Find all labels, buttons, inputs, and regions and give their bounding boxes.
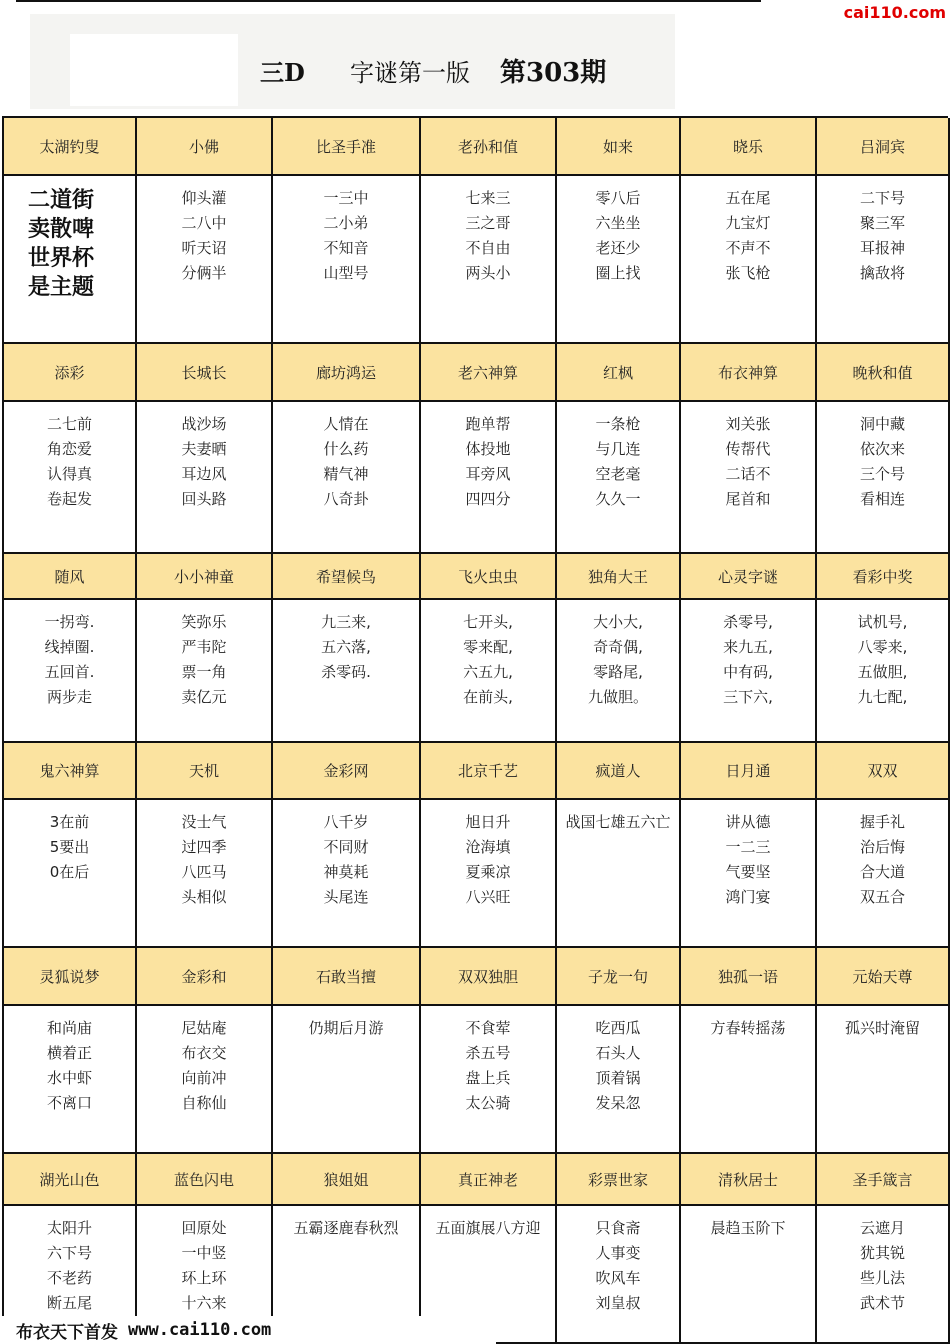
riddle-line: 杀零号, xyxy=(723,613,773,631)
riddle-line: 不知音 xyxy=(323,239,369,257)
riddle-cell xyxy=(273,800,421,948)
riddle-line: 洞中藏 xyxy=(859,415,905,433)
expert-name-cell: 双双独胆 xyxy=(421,948,557,1006)
riddle-line: 横着正 xyxy=(46,1044,92,1062)
riddle-cell xyxy=(681,1006,817,1154)
riddle-line: 发呆忽 xyxy=(595,1094,641,1112)
riddle-line: 尾首和 xyxy=(725,490,771,508)
riddle-line: 三个号 xyxy=(859,465,905,483)
riddle-line: 杀五号 xyxy=(465,1044,511,1062)
riddle-line: 回原处 xyxy=(181,1219,227,1237)
riddle-line: 世界杯 xyxy=(28,245,95,271)
riddle-line: 五回首. xyxy=(44,663,95,681)
riddle-line: 云遮月 xyxy=(859,1219,905,1237)
riddle-line: 零路尾, xyxy=(593,663,643,681)
riddle-line: 不食荤 xyxy=(465,1019,511,1037)
riddle-line: 在前头, xyxy=(463,688,513,706)
riddle-line: 刘皇叔 xyxy=(595,1294,641,1312)
riddle-line: 与几连 xyxy=(595,440,641,458)
riddle-line: 五在尾 xyxy=(725,189,771,207)
site-url-watermark: cai110.com xyxy=(843,3,946,22)
riddle-line: 双五合 xyxy=(859,888,905,906)
riddle-line: 耳边风 xyxy=(181,465,227,483)
expert-name-cell: 布衣神算 xyxy=(681,344,817,402)
riddle-line: 向前冲 xyxy=(181,1069,227,1087)
riddle-line: 两步走 xyxy=(46,688,92,706)
riddle-line: 气要坚 xyxy=(725,863,771,881)
riddle-line: 久久一 xyxy=(595,490,641,508)
riddle-cell xyxy=(817,1206,950,1344)
expert-name-cell: 金彩和 xyxy=(137,948,273,1006)
top-border-line xyxy=(16,0,761,2)
riddle-line: 自称仙 xyxy=(181,1094,227,1112)
riddle-cell xyxy=(4,800,137,948)
expert-name-cell: 天机 xyxy=(137,743,273,800)
riddle-cell xyxy=(557,176,681,344)
riddle-line: 耳旁风 xyxy=(465,465,511,483)
riddle-line: 九七配, xyxy=(857,688,908,706)
riddle-line: 三下六, xyxy=(723,688,773,706)
riddle-cell xyxy=(557,402,681,554)
riddle-line: 五面旗展八方迎 xyxy=(435,1219,541,1237)
riddle-line: 六坐坐 xyxy=(595,214,641,232)
expert-name-cell: 真正神老 xyxy=(421,1154,557,1206)
expert-name-cell: 疯道人 xyxy=(557,743,681,800)
riddle-line: 和尚庙 xyxy=(46,1019,92,1037)
riddle-line: 二话不 xyxy=(725,465,771,483)
riddle-line: 治后悔 xyxy=(859,838,905,856)
riddle-cell xyxy=(817,800,950,948)
riddle-line: 握手礼 xyxy=(859,813,905,831)
riddle-line: 讲从德 xyxy=(725,813,771,831)
expert-name-cell: 日月通 xyxy=(681,743,817,800)
riddle-line: 六五九, xyxy=(463,663,513,681)
riddle-cell xyxy=(4,176,137,344)
expert-name-cell: 石敢当擅 xyxy=(273,948,421,1006)
riddle-line: 零来配, xyxy=(463,638,513,656)
riddle-line: 八零来, xyxy=(857,638,908,656)
expert-name-cell: 独角大王 xyxy=(557,554,681,600)
riddle-line: 一条枪 xyxy=(595,415,641,433)
riddle-line: 大小大, xyxy=(593,613,643,631)
riddle-line: 两头小 xyxy=(465,264,511,282)
riddle-line: 体投地 xyxy=(465,440,511,458)
riddle-line: 武术节 xyxy=(859,1294,905,1312)
expert-name-cell: 长城长 xyxy=(137,344,273,402)
riddle-line: 吃西瓜 xyxy=(595,1019,641,1037)
riddle-cell xyxy=(137,800,273,948)
riddle-line: 八千岁 xyxy=(323,813,369,831)
riddle-cell xyxy=(137,402,273,554)
riddle-table xyxy=(2,116,948,1344)
expert-name-cell: 清秋居士 xyxy=(681,1154,817,1206)
riddle-line: 一三中 xyxy=(323,189,369,207)
expert-name-cell: 鬼六神算 xyxy=(4,743,137,800)
expert-name-cell: 蓝色闪电 xyxy=(137,1154,273,1206)
riddle-cell xyxy=(421,1006,557,1154)
riddle-line: 没士气 xyxy=(181,813,227,831)
riddle-line: 一二三 xyxy=(725,838,771,856)
riddle-line: 卖散啤 xyxy=(28,216,95,242)
expert-name-cell: 廊坊鸿运 xyxy=(273,344,421,402)
riddle-line: 二八中 xyxy=(181,214,227,232)
expert-name-cell: 狼姐姐 xyxy=(273,1154,421,1206)
riddle-cell xyxy=(817,402,950,554)
banner-blank-area xyxy=(70,34,238,106)
riddle-line: 擒敌将 xyxy=(859,264,905,282)
expert-name-cell: 飞火虫虫 xyxy=(421,554,557,600)
riddle-cell xyxy=(421,402,557,554)
expert-name-cell: 随风 xyxy=(4,554,137,600)
riddle-cell xyxy=(817,176,950,344)
riddle-line: 断五尾 xyxy=(46,1294,92,1312)
riddle-line: 七来三 xyxy=(465,189,511,207)
expert-name-cell: 吕洞宾 xyxy=(817,118,950,176)
riddle-line: 合大道 xyxy=(859,863,905,881)
riddle-line: 八奇卦 xyxy=(323,490,369,508)
riddle-line: 水中虾 xyxy=(46,1069,92,1087)
expert-name-cell: 看彩中奖 xyxy=(817,554,950,600)
riddle-line: 仰头灌 xyxy=(181,189,227,207)
expert-name-cell: 比圣手准 xyxy=(273,118,421,176)
riddle-cell xyxy=(4,600,137,743)
riddle-line: 奇奇偶, xyxy=(593,638,643,656)
riddle-line: 太公骑 xyxy=(465,1094,511,1112)
expert-name-cell: 湖光山色 xyxy=(4,1154,137,1206)
riddle-cell xyxy=(557,1006,681,1154)
riddle-line: 五做胆, xyxy=(857,663,908,681)
expert-name-cell: 金彩网 xyxy=(273,743,421,800)
expert-name-cell: 晚秋和值 xyxy=(817,344,950,402)
riddle-line: 布衣交 xyxy=(181,1044,227,1062)
riddle-line: 头相似 xyxy=(181,888,227,906)
riddle-line: 九做胆。 xyxy=(587,688,648,706)
riddle-line: 头尾连 xyxy=(323,888,369,906)
riddle-line: 零八后 xyxy=(595,189,641,207)
expert-name-cell: 添彩 xyxy=(4,344,137,402)
riddle-line: 卖亿元 xyxy=(181,688,227,706)
riddle-line: 不自由 xyxy=(465,239,511,257)
riddle-line: 空老毫 xyxy=(595,465,641,483)
riddle-line: 二七前 xyxy=(46,415,92,433)
riddle-line: 夫妻晒 xyxy=(181,440,227,458)
riddle-line: 杀零码. xyxy=(321,663,371,681)
riddle-line: 石头人 xyxy=(595,1044,641,1062)
riddle-cell xyxy=(681,176,817,344)
riddle-line: 二道街 xyxy=(28,187,95,213)
page-title xyxy=(230,46,660,94)
riddle-cell xyxy=(421,600,557,743)
riddle-line: 方春转摇荡 xyxy=(710,1019,786,1037)
riddle-line: 一拐弯. xyxy=(44,613,95,631)
expert-name-cell: 晓乐 xyxy=(681,118,817,176)
riddle-line: 不声不 xyxy=(725,239,771,257)
riddle-line: 夏乘凉 xyxy=(465,863,511,881)
expert-name-cell: 北京千艺 xyxy=(421,743,557,800)
riddle-line: 刘关张 xyxy=(725,415,771,433)
riddle-line: 不老药 xyxy=(46,1269,92,1287)
riddle-line: 中有码, xyxy=(723,663,773,681)
expert-name-cell: 如来 xyxy=(557,118,681,176)
title-issue: 第303期 xyxy=(500,57,607,88)
riddle-line: 笑弥乐 xyxy=(181,613,227,631)
riddle-line: 卷起发 xyxy=(46,490,92,508)
riddle-line: 顶着锅 xyxy=(595,1069,641,1087)
riddle-cell xyxy=(137,1006,273,1154)
riddle-cell xyxy=(557,800,681,948)
riddle-line: 张飞枪 xyxy=(725,264,771,282)
riddle-line: 圈上找 xyxy=(595,264,641,282)
expert-name-cell: 灵狐说梦 xyxy=(4,948,137,1006)
riddle-line: 跑单帮 xyxy=(465,415,511,433)
riddle-line: 战沙场 xyxy=(181,415,227,433)
riddle-cell xyxy=(273,176,421,344)
riddle-cell xyxy=(421,176,557,344)
riddle-line: 是主题 xyxy=(28,274,95,300)
riddle-line: 吹风车 xyxy=(595,1269,641,1287)
riddle-line: 听天诏 xyxy=(181,239,227,257)
expert-name-cell: 老孙和值 xyxy=(421,118,557,176)
riddle-line: 些儿法 xyxy=(859,1269,905,1287)
riddle-line: 盘上兵 xyxy=(465,1069,511,1087)
riddle-line: 仍期后月游 xyxy=(308,1019,384,1037)
riddle-line: 九宝灯 xyxy=(725,214,771,232)
riddle-cell xyxy=(137,176,273,344)
riddle-line: 过四季 xyxy=(181,838,227,856)
riddle-line: 回头路 xyxy=(181,490,227,508)
riddle-line: 七开头, xyxy=(463,613,513,631)
riddle-line: 环上环 xyxy=(181,1269,227,1287)
riddle-line: 依次来 xyxy=(859,440,905,458)
riddle-cell xyxy=(137,600,273,743)
footer-brand: 布衣天下首发 xyxy=(16,1322,118,1343)
riddle-line: 旭日升 xyxy=(465,813,511,831)
expert-name-cell: 红枫 xyxy=(557,344,681,402)
riddle-line: 5要出 xyxy=(49,838,90,856)
riddle-cell xyxy=(421,800,557,948)
riddle-line: 五霸逐鹿春秋烈 xyxy=(293,1219,399,1237)
riddle-line: 孤兴时淹留 xyxy=(844,1019,920,1037)
riddle-cell xyxy=(681,600,817,743)
riddle-line: 九三来, xyxy=(321,613,371,631)
riddle-line: 传帮代 xyxy=(725,440,771,458)
riddle-cell xyxy=(681,1206,817,1344)
riddle-cell xyxy=(273,600,421,743)
expert-name-cell: 元始天尊 xyxy=(817,948,950,1006)
riddle-line: 八匹马 xyxy=(181,863,227,881)
title-edition: 字谜第一版 xyxy=(350,58,470,87)
riddle-line: 一中竖 xyxy=(181,1244,227,1262)
expert-name-cell: 小佛 xyxy=(137,118,273,176)
riddle-line: 神莫耗 xyxy=(323,863,369,881)
riddle-cell xyxy=(273,1006,421,1154)
riddle-cell xyxy=(4,1006,137,1154)
riddle-line: 3在前 xyxy=(49,813,90,831)
riddle-line: 只食斋 xyxy=(595,1219,641,1237)
riddle-line: 人情在 xyxy=(323,415,369,433)
riddle-line: 三之哥 xyxy=(465,214,511,232)
riddle-line: 四四分 xyxy=(465,490,511,508)
riddle-line: 来九五, xyxy=(723,638,773,656)
riddle-line: 精气神 xyxy=(323,465,369,483)
title-game: 三D xyxy=(260,57,305,87)
riddle-line: 十六来 xyxy=(181,1294,227,1312)
riddle-line: 不同财 xyxy=(323,838,369,856)
riddle-line: 六下号 xyxy=(46,1244,92,1262)
riddle-cell xyxy=(273,402,421,554)
riddle-line: 战国七雄五六亡 xyxy=(565,813,671,831)
riddle-cell xyxy=(817,1006,950,1154)
riddle-cell xyxy=(4,402,137,554)
expert-name-cell: 老六神算 xyxy=(421,344,557,402)
riddle-cell xyxy=(681,402,817,554)
riddle-line: 犹其锐 xyxy=(859,1244,905,1262)
expert-name-cell: 太湖钓叟 xyxy=(4,118,137,176)
expert-name-cell: 心灵字谜 xyxy=(681,554,817,600)
riddle-line: 角恋爱 xyxy=(46,440,92,458)
riddle-line: 不离口 xyxy=(46,1094,92,1112)
riddle-line: 五六落, xyxy=(321,638,371,656)
riddle-line: 耳报神 xyxy=(859,239,905,257)
riddle-cell xyxy=(557,600,681,743)
riddle-line: 沧海填 xyxy=(465,838,511,856)
expert-name-cell: 子龙一句 xyxy=(557,948,681,1006)
riddle-line: 鸿门宴 xyxy=(725,888,771,906)
expert-name-cell: 独孤一语 xyxy=(681,948,817,1006)
riddle-line: 看相连 xyxy=(859,490,905,508)
riddle-line: 二小弟 xyxy=(323,214,369,232)
riddle-line: 八兴旺 xyxy=(465,888,511,906)
riddle-line: 老还少 xyxy=(595,239,641,257)
riddle-line: 二下号 xyxy=(859,189,905,207)
riddle-line: 人事变 xyxy=(595,1244,641,1262)
riddle-line: 严韦陀 xyxy=(181,638,227,656)
expert-name-cell: 希望候鸟 xyxy=(273,554,421,600)
riddle-line: 线掉圈. xyxy=(44,638,95,656)
riddle-line: 试机号, xyxy=(857,613,908,631)
riddle-line: 分俩半 xyxy=(181,264,227,282)
riddle-line: 太阳升 xyxy=(46,1219,92,1237)
expert-name-cell: 彩票世家 xyxy=(557,1154,681,1206)
expert-name-cell: 圣手箴言 xyxy=(817,1154,950,1206)
footer-url: www.cai110.com xyxy=(128,1320,272,1340)
riddle-line: 什么药 xyxy=(323,440,369,458)
footer-credit xyxy=(0,1316,496,1344)
expert-name-cell: 双双 xyxy=(817,743,950,800)
riddle-line: 票一角 xyxy=(181,663,227,681)
riddle-line: 0在后 xyxy=(49,863,90,881)
riddle-line: 聚三军 xyxy=(859,214,905,232)
riddle-line: 山型号 xyxy=(323,264,369,282)
riddle-line: 尼姑庵 xyxy=(181,1019,227,1037)
riddle-cell xyxy=(817,600,950,743)
riddle-cell xyxy=(557,1206,681,1344)
riddle-cell xyxy=(681,800,817,948)
expert-name-cell: 小小神童 xyxy=(137,554,273,600)
riddle-line: 晨趋玉阶下 xyxy=(710,1219,786,1237)
riddle-line: 认得真 xyxy=(46,465,92,483)
